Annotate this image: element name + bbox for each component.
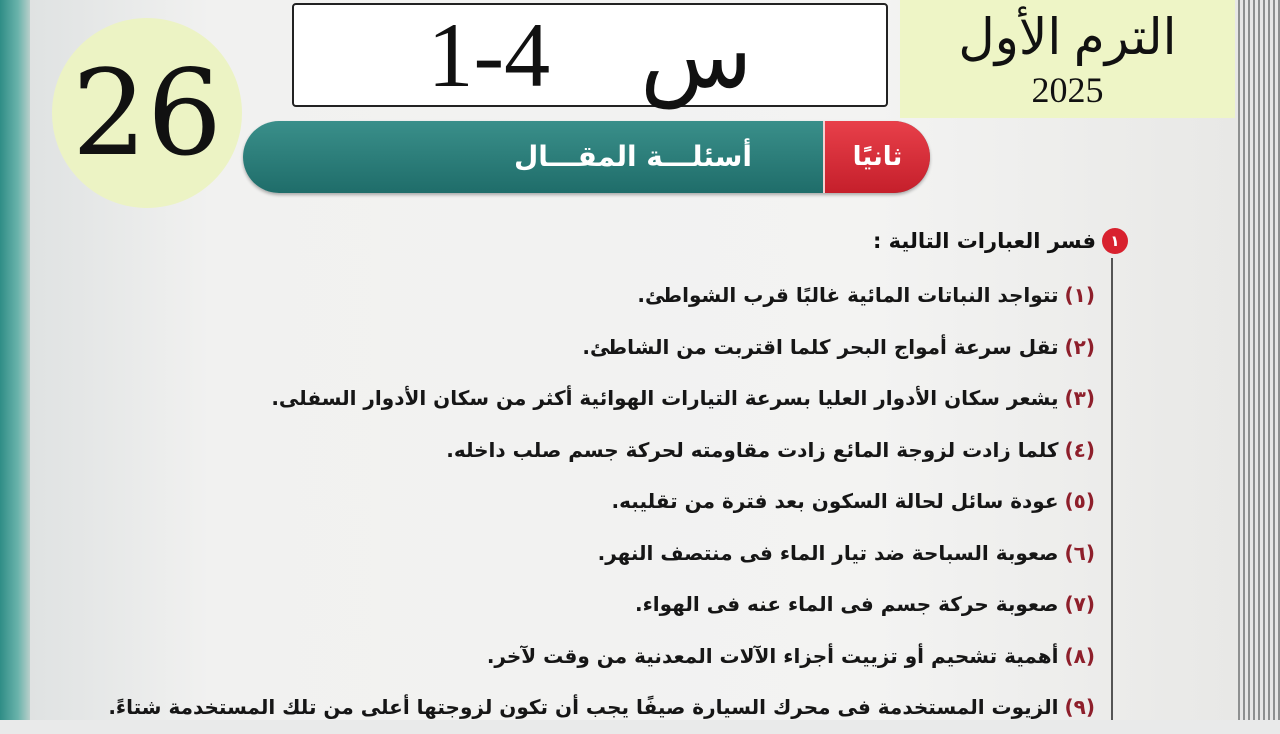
list-item <box>108 528 1095 580</box>
question-heading <box>873 228 1128 254</box>
item-text: صعوبة السباحة ضد تيار الماء فى منتصف النهر. <box>597 540 1059 565</box>
list-rule <box>1111 258 1113 720</box>
list-item <box>108 270 1095 322</box>
item-number: (٣) <box>1064 386 1095 410</box>
item-text: تقل سرعة أمواج البحر كلما اقتربت من الشاطئ. <box>582 334 1059 359</box>
question-number: ١ <box>1102 228 1128 254</box>
item-text: تتواجد النباتات المائية غالبًا قرب الشواطئ. <box>637 283 1059 307</box>
question-prompt: فسر العبارات التالية : <box>872 229 1096 253</box>
term-year: 2025 <box>1031 70 1104 110</box>
list-item <box>108 631 1095 683</box>
list-item <box>108 373 1095 425</box>
page-number: 26 <box>71 44 223 182</box>
book-spine <box>0 0 30 720</box>
term-name: الترم الأول <box>958 9 1177 65</box>
item-number: (٤) <box>1064 437 1095 462</box>
item-number: (٧) <box>1064 592 1095 616</box>
term-label <box>900 0 1235 118</box>
section-tab: ثانيًا <box>823 121 930 193</box>
lesson-code-box <box>292 3 888 107</box>
item-number: (٩) <box>1064 695 1095 719</box>
item-text: صعوبة حركة جسم فى الماء عنه فى الهواء. <box>634 592 1059 616</box>
section-title: أسئلـــة المقـــال <box>514 140 752 173</box>
list-item <box>108 425 1095 477</box>
list-item <box>108 579 1095 631</box>
item-text: كلما زادت لزوجة المائع زادت مقاومته لحركة جسم صلب داخله. <box>446 437 1059 462</box>
page-number-badge <box>52 18 242 208</box>
lesson-code: 1-4 <box>427 4 551 106</box>
item-text: أهمية تشحيم أو تزييت أجزاء الآلات المعدنية من وقت لآخر. <box>486 643 1059 668</box>
list-item <box>108 682 1095 734</box>
list-item <box>108 322 1095 374</box>
item-text: الزيوت المستخدمة فى محرك السيارة صيفًا يجب أن تكون لزوجتها أعلى من تلك المستخدمة شتاءً. <box>108 695 1059 719</box>
item-text: يشعر سكان الأدوار العليا بسرعة التيارات الهوائية أكثر من سكان الأدوار السفلى. <box>271 386 1059 410</box>
item-number: (٢) <box>1064 334 1095 359</box>
item-number: (٦) <box>1064 540 1095 565</box>
page-edges <box>1238 0 1280 720</box>
section-banner <box>243 121 930 193</box>
item-number: (١) <box>1064 283 1095 307</box>
item-number: (٨) <box>1064 643 1095 668</box>
item-number: (٥) <box>1064 489 1095 513</box>
item-text: عودة سائل لحالة السكون بعد فترة من تقليبه. <box>611 489 1059 513</box>
list-item <box>108 476 1095 528</box>
item-list <box>108 270 1095 734</box>
lesson-letter: س <box>640 4 753 107</box>
